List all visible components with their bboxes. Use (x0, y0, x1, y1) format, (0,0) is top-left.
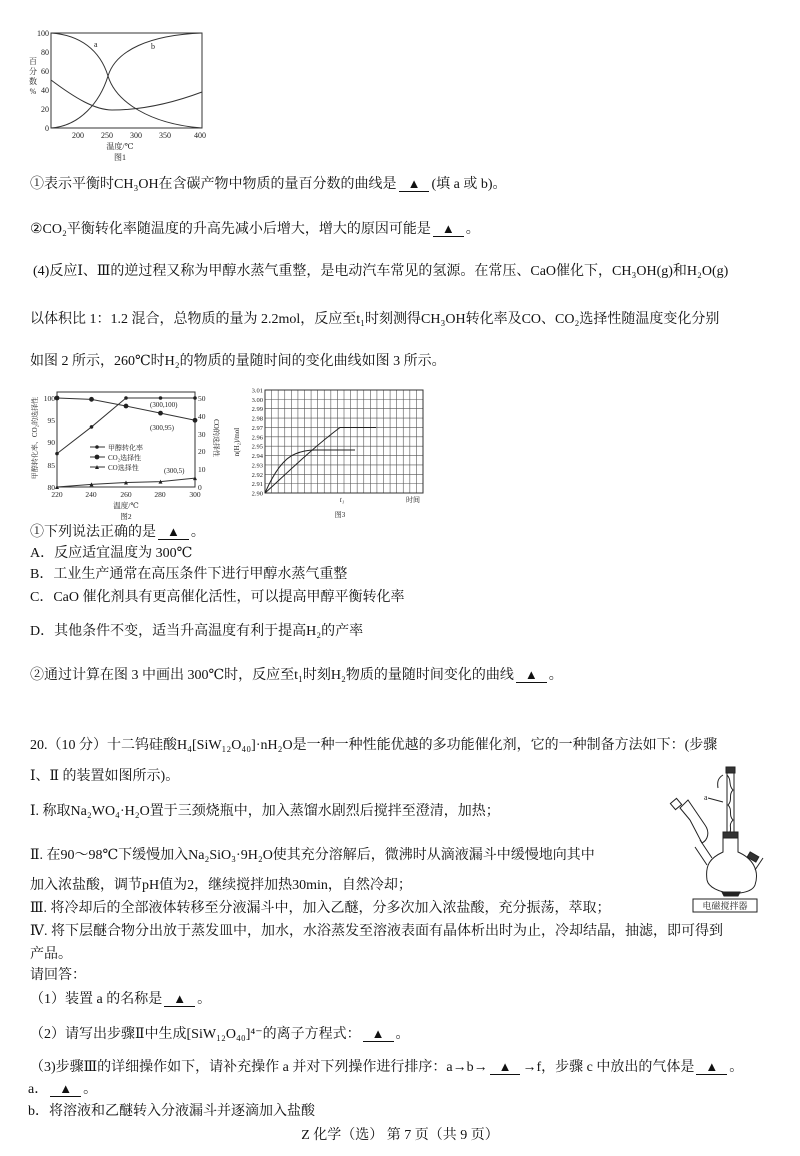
q20-step2-line2: 加入浓盐酸，调节pH值为2，继续搅拌加热30min，自然冷却； (30, 878, 412, 893)
fig2-ytick-right: 50 (198, 394, 206, 403)
fig2-xtick: 300 (189, 490, 201, 499)
figure-1 (20, 20, 220, 170)
fig2-ylabel-left: 甲醇转化率、CO₂的选择性 (31, 396, 39, 480)
fig2-legend-item: CO选择性 (108, 464, 139, 472)
q20-ask: 请回答： (30, 968, 86, 983)
condenser-stopper (726, 767, 735, 773)
fig1-curve-b (51, 33, 202, 128)
fig3-curve-260-slow (265, 428, 376, 494)
q20-a2-tail: 。 (395, 1027, 410, 1042)
q20-op-a-text: a． (28, 1082, 49, 1097)
q20-a1-tail: 。 (197, 992, 212, 1007)
fig2-point (55, 452, 59, 456)
fig1-label-a: a (94, 40, 98, 49)
page-footer: Z 化学（选） 第 7 页（共 9 页） (301, 1128, 499, 1143)
fig1-ylabel: 数 (29, 77, 37, 86)
three-neck-flask (707, 838, 757, 893)
q19-p1-text: ①表示平衡时CH₃OH在含碳产物中物质的量百分数的曲线是 (30, 177, 397, 192)
fig1-ytick: 60 (41, 67, 49, 76)
answer-blank: ▲ (516, 667, 547, 683)
fig1-xtick: 300 (130, 131, 142, 140)
q19-s1-tail: 。 (190, 525, 205, 540)
fig3-t1-label: t₁ (339, 496, 345, 504)
fig1-curve-a (51, 33, 202, 128)
q19-s2 (30, 667, 563, 685)
fig1-ylabel: 分 (29, 67, 37, 76)
fig3-ytick: 2.98 (251, 415, 263, 423)
label-a-leader (708, 798, 723, 802)
fig2-ytick-right: 30 (198, 430, 206, 439)
fig2-ylabel-right: CO的选择性 (212, 419, 220, 457)
option-c: C．CaO 催化剂具有更高催化活性，可以提高甲醇平衡转化率 (30, 590, 405, 605)
fig3-ytick: 3.00 (251, 396, 263, 404)
fig2-ytick-right: 20 (198, 447, 206, 456)
fig1-ytick: 100 (37, 29, 49, 38)
condenser-coil (727, 775, 733, 832)
fig2-caption: 图2 (120, 512, 132, 521)
fig3-ytick: 2.93 (251, 462, 263, 470)
fig2-point (55, 396, 60, 401)
q19-p4-line2: 以体积比 1：1.2 混合，总物质的量为 2.2mol，反应至t₁时刻测得CH₃OH转化率及CO、CO₂选择性随温度变化分别 (30, 312, 720, 327)
answer-blank: ▲ (158, 524, 189, 540)
fig1-caption: 图1 (114, 153, 126, 162)
fig3-ytick: 2.91 (251, 481, 263, 489)
q19-p2-text: ②CO₂平衡转化率随温度的升高先减小后增大，增大的原因可能是 (30, 222, 431, 237)
figure-2 (10, 380, 230, 522)
answer-blank: ▲ (696, 1059, 727, 1075)
q20-op-a-tail: 。 (83, 1082, 98, 1097)
q19-p2 (30, 221, 480, 239)
q19-s2-text: ②通过计算在图 3 中画出 300℃时，反应至t₁时刻H₂物质的量随时间变化的曲线 (30, 668, 514, 683)
fig3-ytick: 2.94 (251, 453, 263, 461)
option-d: D．其他条件不变，适当升高温度有利于提高H₂的产率 (30, 624, 364, 639)
q20-op-a (28, 1081, 97, 1099)
answer-blank: ▲ (433, 221, 464, 237)
fig1-ytick: 0 (45, 124, 49, 133)
fig1-ytick: 40 (41, 86, 49, 95)
q20-a3-text: （3)步骤Ⅲ的详细操作如下，请补充操作 a 并对下列操作进行排序：a→b→ (30, 1060, 488, 1075)
q20-step4-line2: 产品。 (30, 947, 72, 962)
fig2-point (90, 425, 94, 429)
center-joint (723, 832, 738, 838)
q19-p1 (30, 176, 506, 194)
fig2-ytick-right: 0 (198, 483, 202, 492)
fig1-xtick: 350 (159, 131, 171, 140)
condenser-outlet (718, 775, 723, 788)
fig1-ylabel: 百 (29, 57, 37, 66)
fig2-xtick: 240 (85, 490, 97, 499)
fig2-annotation: (300,5) (164, 467, 185, 475)
fig3-ytick: 2.96 (251, 434, 263, 442)
option-b: B．工业生产通常在高压条件下进行甲醇水蒸气重整 (30, 567, 348, 582)
q19-s1 (30, 524, 205, 542)
q20-op-b: b．将溶液和乙醚转入分液漏斗并逐滴加入盐酸 (28, 1104, 315, 1119)
fig2-ytick-left: 100 (43, 394, 55, 403)
fig2-xtick: 220 (51, 490, 63, 499)
q20-a2-text: （2）请写出步骤Ⅱ中生成[SiW₁₂O₄₀]⁴⁻的离子方程式： (30, 1027, 361, 1042)
fig2-point (124, 404, 129, 409)
figure-3 (230, 380, 440, 522)
fig2-legend-item: CO₂选择性 (108, 454, 142, 462)
q20-a3-tail: 。 (729, 1060, 744, 1075)
fig2-legend-item: 甲醇转化率 (108, 444, 143, 452)
q20-a3-mid: →f，步骤 c 中放出的气体是 (522, 1060, 695, 1075)
fig2-ytick-left: 95 (47, 416, 55, 425)
fig1-xtick: 400 (194, 131, 206, 140)
answer-blank: ▲ (399, 176, 430, 192)
q20-step3: Ⅲ. 将冷却后的全部液体转移至分液漏斗中，加入乙醚，分多次加入浓盐酸，充分振荡，萃取； (30, 901, 611, 916)
fig1-plot-frame (51, 33, 202, 128)
fig1-xtick: 250 (101, 131, 113, 140)
fig3-curve-260-fast (265, 450, 355, 493)
fig2-point (193, 396, 197, 400)
answer-blank: ▲ (490, 1059, 521, 1075)
q19-p2-tail: 。 (465, 222, 480, 237)
fig2-ytick-right: 40 (198, 412, 206, 421)
fig3-ytick: 2.97 (251, 424, 263, 432)
fig1-ytick: 20 (41, 105, 49, 114)
fig3-ylabel: n(H₂)/mol (233, 427, 241, 457)
fig2-point (193, 418, 198, 423)
magnetic-stirrer-label: 电磁搅拌器 (702, 901, 748, 911)
fig2-annotation: (300,95) (150, 424, 174, 432)
q20-head-line1: 20.（10 分）十二钨硅酸H₄[SiW₁₂O₄₀]·nH₂O是一种一种性能优越的多功能催化剂，它的一种制备方法如下：(步骤 (30, 738, 718, 753)
fig1-label-b: b (151, 42, 155, 51)
fig2-ytick-left: 85 (47, 461, 55, 470)
q19-s2-tail: 。 (548, 668, 563, 683)
q20-step2-line1: Ⅱ. 在90～98℃下缓慢加入Na₂SiO₃·9H₂O使其充分溶解后，微沸时从滴液漏斗中缓慢地向其中 (30, 848, 595, 863)
q20-a1-text: （1）装置 a 的名称是 (30, 992, 163, 1007)
fig3-ytick: 2.92 (251, 471, 263, 479)
stir-bar (722, 892, 740, 896)
q19-s1-text: ①下列说法正确的是 (30, 525, 156, 540)
fig2-ytick-right: 10 (198, 465, 206, 474)
fig1-xtick: 200 (72, 131, 84, 140)
q20-step1: Ⅰ. 称取Na₂WO₄·H₂O置于三颈烧瓶中，加入蒸馏水剧烈后搅拌至澄清，加热； (30, 804, 500, 819)
fig3-xlabel: 时间 (406, 496, 420, 504)
q20-a1 (30, 991, 211, 1009)
answer-blank: ▲ (50, 1081, 81, 1097)
q20-head-line2: Ⅰ、Ⅱ 的装置如图所示)。 (30, 769, 180, 784)
fig2-xlabel: 温度/℃ (113, 501, 139, 510)
answer-blank: ▲ (164, 991, 195, 1007)
fig3-ytick: 2.99 (251, 406, 263, 414)
fig2-point (158, 411, 163, 416)
q19-p1-tail: (填 a 或 b)。 (431, 177, 507, 192)
fig2-annotation: (300,100) (150, 401, 178, 409)
dropping-funnel (680, 800, 708, 843)
side-neck-left (695, 840, 712, 865)
fig3-caption: 图3 (334, 511, 346, 519)
fig2-xtick: 280 (154, 490, 166, 499)
fig2-point (124, 396, 128, 400)
q20-a3 (30, 1059, 743, 1077)
side-stopper (747, 852, 759, 862)
fig3-ytick: 2.95 (251, 443, 263, 451)
fig2-xtick: 260 (120, 490, 132, 499)
fig1-curve-c (51, 80, 202, 110)
fig2-point (89, 397, 94, 402)
option-a: A．反应适宜温度为 300℃ (30, 546, 193, 561)
apparatus-part-a-label: a (704, 793, 708, 802)
q20-step4-line1: Ⅳ. 将下层醚合物分出放于蒸发皿中，加水，水浴蒸发至溶液表面有晶体析出时为止，冷却结晶，抽滤，即可得到 (30, 924, 723, 939)
fig2-point (159, 396, 163, 400)
fig3-ytick: 3.01 (251, 387, 263, 395)
fig2-ytick-left: 80 (47, 483, 55, 492)
q19-p4-line3: 如图 2 所示，260℃时H₂的物质的量随时间的变化曲线如图 3 所示。 (30, 354, 446, 369)
fig1-xlabel: 温度/℃ (106, 142, 134, 151)
q19-p4-line1: (4)反应Ⅰ、Ⅲ的逆过程又称为甲醇水蒸气重整，是电动汽车常见的氢源。在常压、CaO催化下，CH₃OH(g)和H₂O(g) (33, 264, 729, 279)
fig1-ylabel: % (29, 87, 37, 96)
fig1-ytick: 80 (41, 48, 49, 57)
fig3-ytick: 2.90 (251, 490, 263, 498)
q20-a2 (30, 1026, 410, 1044)
fig2-ytick-left: 90 (47, 438, 55, 447)
answer-blank: ▲ (363, 1026, 394, 1042)
apparatus-figure (660, 740, 800, 920)
